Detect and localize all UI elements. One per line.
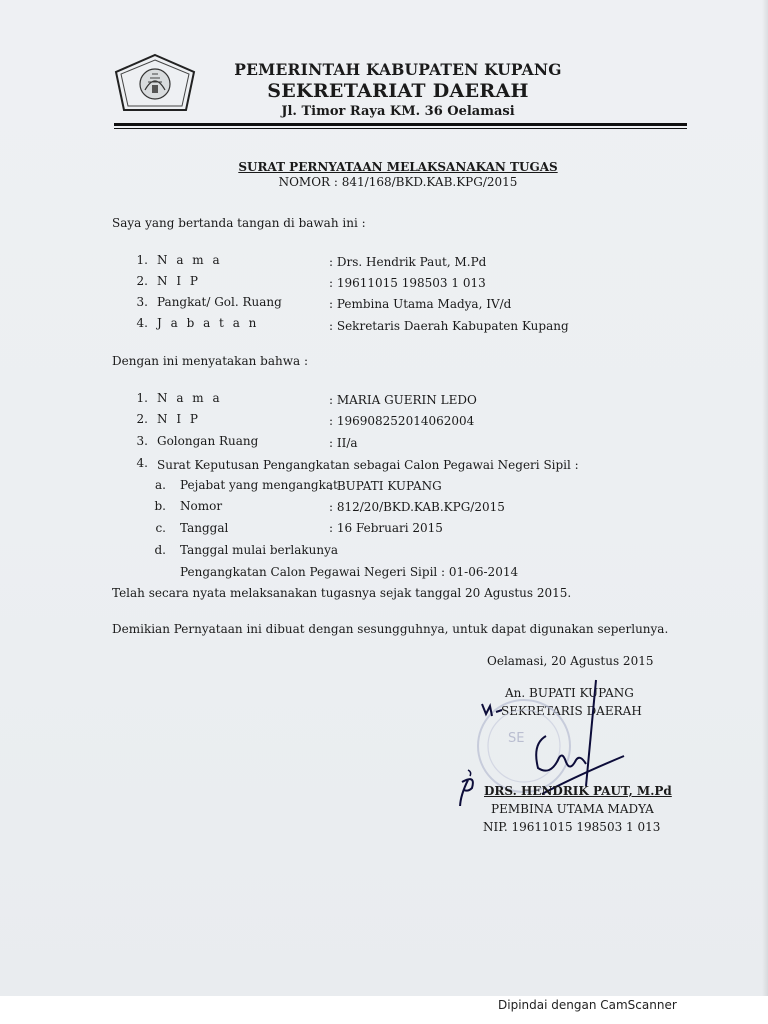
signer-field-num: 3. — [136, 295, 148, 309]
subject-field-label: N a m a — [157, 391, 223, 405]
subject-field-value: : 196908252014062004 — [329, 414, 475, 428]
signer-field-num: 2. — [136, 274, 148, 288]
signer-field-label: N a m a — [157, 253, 223, 267]
signer-field-value: : Drs. Hendrik Paut, M.Pd — [329, 255, 487, 269]
sk-effective-date: Pengangkatan Calon Pegawai Negeri Sipil : 01-06-2014 — [180, 565, 519, 579]
sk-heading-num: 4. — [136, 456, 148, 470]
letterhead-office: SEKRETARIAT DAERAH — [267, 80, 529, 102]
subject-field-value: : II/a — [329, 436, 358, 450]
sk-item-value: : 812/20/BKD.KAB.KPG/2015 — [329, 500, 505, 514]
letterhead-government: PEMERINTAH KABUPATEN KUPANG — [234, 60, 562, 79]
signer-name: DRS. HENDRIK PAUT, M.Pd — [484, 784, 672, 798]
sk-item-letter: b. — [154, 499, 166, 513]
statement-text: Telah secara nyata melaksanakan tugasnya sejak tanggal 20 Agustus 2015. — [112, 586, 572, 600]
sk-item-label: Pejabat yang mengangkat — [180, 478, 338, 492]
scanner-watermark: Dipindai dengan CamScanner — [498, 998, 677, 1012]
signer-field-num: 1. — [136, 253, 148, 267]
sk-item-value: : BUPATI KUPANG — [329, 479, 442, 493]
letterhead-rule-thick — [114, 123, 687, 126]
sk-item-label: Tanggal mulai berlakunya — [180, 543, 339, 557]
letterhead-address: Jl. Timor Raya KM. 36 Oelamasi — [281, 104, 515, 119]
signer-nip: NIP. 19611015 198503 1 013 — [483, 820, 661, 834]
signer-field-value: : Sekretaris Daerah Kabupaten Kupang — [329, 319, 569, 333]
svg-text:SE: SE — [508, 731, 525, 746]
signer-field-num: 4. — [136, 316, 148, 330]
letterhead-rule-thin — [114, 128, 687, 129]
sk-item-label: Nomor — [180, 499, 223, 513]
sk-item-label: Tanggal — [180, 521, 229, 535]
subject-field-label: N I P — [157, 412, 201, 426]
declaration-text: Dengan ini menyatakan bahwa : — [112, 354, 308, 368]
sk-heading: Surat Keputusan Pengangkatan sebagai Calon Pegawai Negeri Sipil : — [157, 458, 579, 472]
subject-field-num: 1. — [136, 391, 148, 405]
subject-field-label: Golongan Ruang — [157, 434, 259, 448]
place-date: Oelamasi, 20 Agustus 2015 — [487, 654, 654, 668]
sk-item-letter: c. — [155, 521, 166, 535]
signer-position: SEKRETARIS DAERAH — [501, 704, 642, 718]
closing-text: Demikian Pernyataan ini dibuat dengan sesungguhnya, untuk dapat digunakan seperlunya. — [112, 622, 669, 636]
intro-text: Saya yang bertanda tangan di bawah ini : — [112, 216, 366, 230]
sk-item-value: : 16 Februari 2015 — [329, 521, 443, 535]
signer-rank: PEMBINA UTAMA MADYA — [491, 802, 654, 816]
signer-field-label: Pangkat/ Gol. Ruang — [157, 295, 282, 309]
subject-field-value: : MARIA GUERIN LEDO — [329, 393, 477, 407]
signer-field-label: N I P — [157, 274, 201, 288]
signer-field-value: : 19611015 198503 1 013 — [329, 276, 486, 290]
document-number: NOMOR : 841/168/BKD.KAB.KPG/2015 — [278, 175, 518, 189]
document-title: SURAT PERNYATAAN MELAKSANAKAN TUGAS — [238, 160, 558, 174]
subject-field-num: 2. — [136, 412, 148, 426]
subject-field-num: 3. — [136, 434, 148, 448]
signer-field-value: : Pembina Utama Madya, IV/d — [329, 297, 512, 311]
signer-field-label: J a b a t a n — [157, 316, 259, 330]
sk-item-letter: d. — [154, 543, 166, 557]
on-behalf-of: An. BUPATI KUPANG — [505, 686, 634, 700]
sk-item-letter: a. — [155, 478, 166, 492]
scan-edge-shadow — [762, 0, 768, 996]
